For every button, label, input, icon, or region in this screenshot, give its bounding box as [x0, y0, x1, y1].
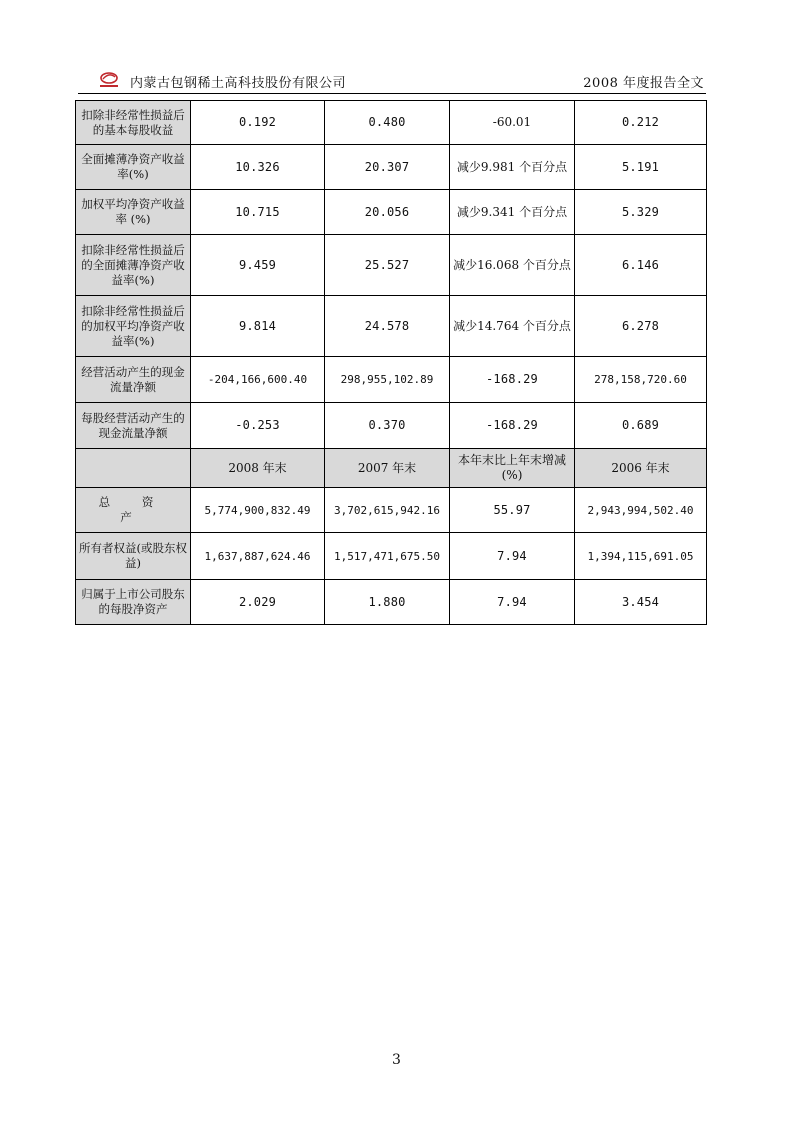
company-logo-icon [96, 70, 122, 90]
value-2008: 0.192 [191, 101, 325, 145]
value-2008: 5,774,900,832.49 [191, 488, 325, 533]
table-row [76, 533, 707, 580]
value-change: -60.01 [450, 101, 575, 145]
table-row [76, 296, 707, 357]
value-change: 7.94 [450, 580, 575, 625]
table-row [76, 580, 707, 625]
value-2007: 20.056 [325, 190, 450, 235]
value-2006: 3.454 [575, 580, 707, 625]
value-2008: 9.459 [191, 235, 325, 296]
row-label: 加权平均净资产收益率 (%) [76, 190, 191, 235]
value-change: 减少14.764 个百分点 [450, 296, 575, 357]
value-2007: 1,517,471,675.50 [325, 533, 450, 580]
page-header [78, 68, 706, 94]
table-row [76, 190, 707, 235]
row-label: 每股经营活动产生的现金流量净额 [76, 403, 191, 449]
value-2008: 2.029 [191, 580, 325, 625]
header-change: 本年末比上年末增减(%) [450, 449, 575, 488]
header-2007: 2007 年末 [325, 449, 450, 488]
row-label: 全面摊薄净资产收益率(%) [76, 145, 191, 190]
value-change: 减少9.341 个百分点 [450, 190, 575, 235]
value-2007: 24.578 [325, 296, 450, 357]
value-2006: 6.146 [575, 235, 707, 296]
table-row [76, 357, 707, 403]
financial-data-table [75, 100, 707, 625]
value-2007: 20.307 [325, 145, 450, 190]
value-2008: 1,637,887,624.46 [191, 533, 325, 580]
row-label: 扣除非经常性损益后的全面摊薄净资产收益率(%) [76, 235, 191, 296]
row-label: 扣除非经常性损益后的加权平均净资产收益率(%) [76, 296, 191, 357]
value-change: 减少9.981 个百分点 [450, 145, 575, 190]
company-name: 内蒙古包钢稀土高科技股份有限公司 [130, 76, 347, 91]
value-2008: -0.253 [191, 403, 325, 449]
value-2006: 278,158,720.60 [575, 357, 707, 403]
value-change: 减少16.068 个百分点 [450, 235, 575, 296]
value-2006: 0.212 [575, 101, 707, 145]
value-change: -168.29 [450, 403, 575, 449]
value-2006: 1,394,115,691.05 [575, 533, 707, 580]
header-2006: 2006 年末 [575, 449, 707, 488]
table-row [76, 145, 707, 190]
header-2008: 2008 年末 [191, 449, 325, 488]
row-label: 总 资 产 [76, 488, 191, 533]
value-2006: 2,943,994,502.40 [575, 488, 707, 533]
value-2006: 5.191 [575, 145, 707, 190]
value-change: 55.97 [450, 488, 575, 533]
value-change: 7.94 [450, 533, 575, 580]
value-2007: 298,955,102.89 [325, 357, 450, 403]
header-blank [76, 449, 191, 488]
value-2006: 5.329 [575, 190, 707, 235]
table-header-row [76, 449, 707, 488]
value-2006: 6.278 [575, 296, 707, 357]
table-row [76, 101, 707, 145]
table-row [76, 488, 707, 533]
value-2006: 0.689 [575, 403, 707, 449]
value-2007: 3,702,615,942.16 [325, 488, 450, 533]
page-number: 3 [392, 1052, 401, 1068]
row-label: 扣除非经常性损益后的基本每股收益 [76, 101, 191, 145]
value-2007: 0.480 [325, 101, 450, 145]
row-label: 所有者权益(或股东权益) [76, 533, 191, 580]
report-title: 2008 年度报告全文 [583, 76, 704, 91]
table-row [76, 235, 707, 296]
value-2008: 10.715 [191, 190, 325, 235]
value-2007: 0.370 [325, 403, 450, 449]
table-row [76, 403, 707, 449]
row-label: 归属于上市公司股东的每股净资产 [76, 580, 191, 625]
value-2008: 10.326 [191, 145, 325, 190]
value-2007: 25.527 [325, 235, 450, 296]
value-2007: 1.880 [325, 580, 450, 625]
value-2008: -204,166,600.40 [191, 357, 325, 403]
value-change: -168.29 [450, 357, 575, 403]
value-2008: 9.814 [191, 296, 325, 357]
row-label: 经营活动产生的现金流量净额 [76, 357, 191, 403]
